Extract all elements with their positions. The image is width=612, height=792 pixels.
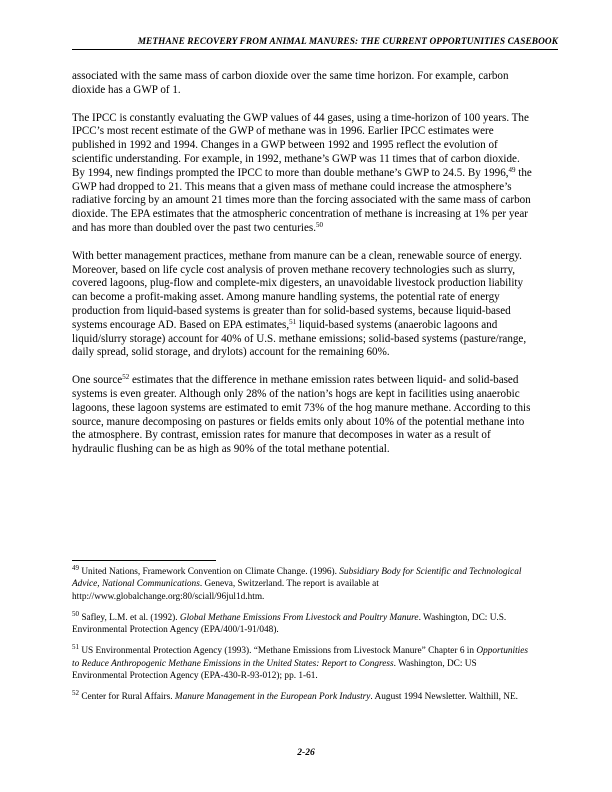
footnote-number: 52 <box>72 689 79 698</box>
page-number: 2-26 <box>297 748 315 758</box>
text-run: the GWP had dropped to 21. This means that a given mass of methane could increase the atmosphere’s radiative forcing by an amount 21 times more than the forcing associated with the same mass of carbon dioxide. The EPA estimates that the atmospheric concentration of methane is increasing at 1% per year and has more than doubled over the past two centuries. <box>72 166 532 234</box>
paragraph <box>72 112 534 236</box>
citation-title: Subsidiary Body for Scientific and Technological Advice, National Communications <box>72 567 522 590</box>
citation-title: Opportunities to Reduce Anthropogenic Methane Emissions in the United States: Report to Congress <box>72 646 529 669</box>
paragraph <box>72 70 534 98</box>
body-text <box>72 70 534 471</box>
text-run: Center for Rural Affairs. <box>79 692 175 703</box>
text-run: With better management practices, methane from manure can be a clean, renewable source of energy. Moreover, based on life cycle cost analysis of proven methane recovery technologies such as slurry, covered lagoons, plug-flow and complete-mix digesters, an unavoidable livestock production liability can become a profit-making asset. Among manure handling systems, the potential rate of energy production from liquid-based systems is greater than for solid-based systems, because liquid-based systems encourage AD. Based on EPA estimates, <box>72 249 524 331</box>
paragraph <box>72 374 534 457</box>
footnote-number: 50 <box>72 609 79 618</box>
text-run: . Geneva, Switzerland. The report is available at http://www.globalchange.org:80/sciall/96jul1d.htm. <box>72 579 379 602</box>
footnote-50 <box>72 609 534 637</box>
text-run: associated with the same mass of carbon dioxide over the same time horizon. For example, carbon dioxide has a GWP of 1. <box>72 70 509 96</box>
footnote-52 <box>72 691 534 703</box>
text-run: liquid-based systems (anaerobic lagoons and liquid/slurry storage) account for 40% of U.S. methane emissions; solid-based systems (pasture/range, daily spread, solid storage, and drylots) account for the remaining 60%. <box>72 318 527 359</box>
footnote-divider <box>72 560 216 561</box>
text-run: . Washington, DC: US Environmental Protection Agency (EPA-430-R-93-012); pp. 1-61. <box>72 658 477 682</box>
footnote-51 <box>72 645 534 682</box>
footnote-49 <box>72 566 534 603</box>
text-run: estimates that the difference in methane emission rates between liquid- and solid-based systems is even greater. Although only 28% of the nation’s hogs are kept in facilities using anaerobic lagoons, these lagoon systems are estimated to emit 73% of the hog manure methane. According to this source, manure decomposing on pastures or fields emits only about 10% of the potential methane into the atmosphere. By contrast, emission rates for manure that decomposes in water as a result of hydraulic flushing can be as high as 90% of the total methane potential. <box>72 374 531 456</box>
text-run: . Washington, DC: U.S. Environmental Protection Agency (EPA/400/1-91/048). <box>72 612 507 636</box>
footnote-number: 51 <box>72 643 79 652</box>
footnote-ref[interactable]: 50 <box>316 220 323 229</box>
footnote-ref[interactable]: 49 <box>508 165 516 174</box>
text-run: US Environmental Protection Agency (1993). “Methane Emissions from Livestock Manure” Chapter 6 in <box>79 646 477 657</box>
citation-title: Manure Management in the European Pork Industry <box>174 692 371 703</box>
running-header: METHANE RECOVERY FROM ANIMAL MANURES: THE CURRENT OPPORTUNITIES CASEBOOK <box>72 37 558 50</box>
text-run: One source <box>72 374 123 387</box>
footnote-number: 49 <box>72 564 79 572</box>
paragraph <box>72 250 534 360</box>
footnote-ref[interactable]: 52 <box>122 373 130 382</box>
citation-title: Global Methane Emissions From Livestock and Poultry Manure <box>179 612 419 623</box>
text-run: The IPCC is constantly evaluating the GWP values of 44 gases, using a time-horizon of 100 years. The IPCC’s most recent estimate of the GWP of methane was in 1996. Earlier IPCC estimates were published in 1992 and 1994. Changes in a GWP between 1992 and 1995 reflect the evolution of scientific understanding. For example, in 1992, methane’s GWP was 11 times that of carbon dioxide. By 1994, new findings prompted the IPCC to more than double methane’s GWP to 24.5. By 1996, <box>72 111 529 179</box>
footnote-ref[interactable]: 51 <box>289 317 297 326</box>
text-run: . August 1994 Newsletter. Walthill, NE. <box>370 692 518 703</box>
text-run: Safley, L.M. et al. (1992). <box>79 612 180 623</box>
footnotes <box>72 566 534 713</box>
text-run: United Nations, Framework Convention on Climate Change. (1996). <box>79 567 340 577</box>
